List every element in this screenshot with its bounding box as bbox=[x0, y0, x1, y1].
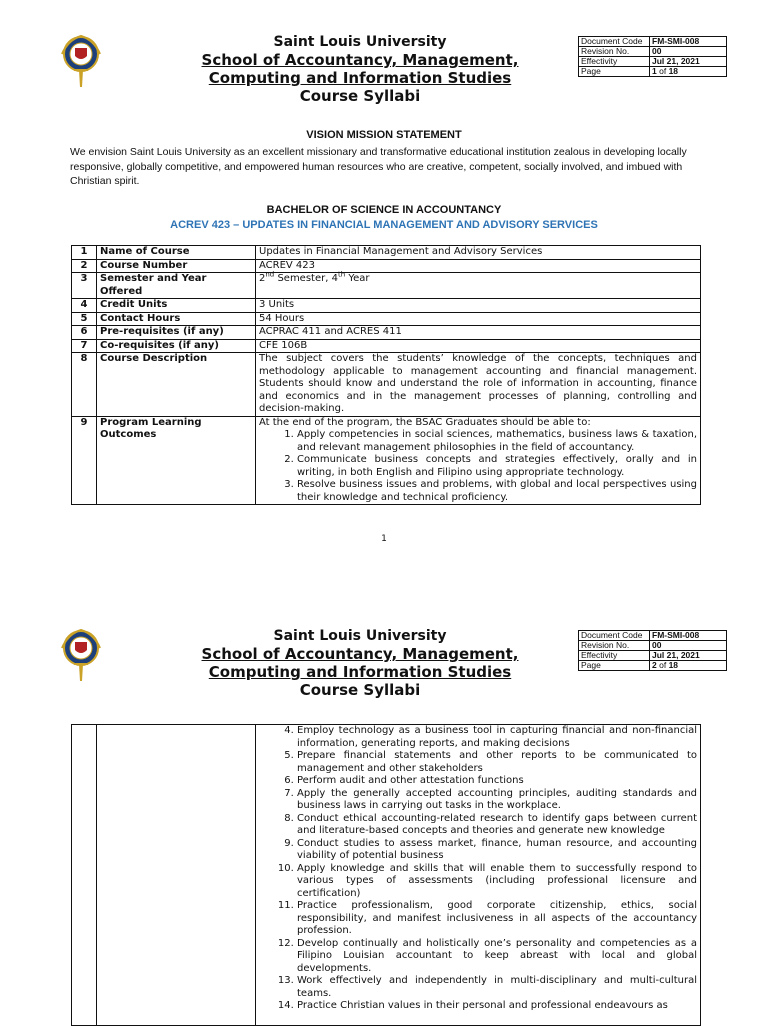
document-info-table: Document Code FM-SMI-008 Revision No. 00 Effectivity Jul 21, 2021 Page 2 of 18 bbox=[578, 630, 727, 671]
table-row: 6 Pre-requisites (if any) ACPRAC 411 and ACRES 411 bbox=[72, 326, 701, 340]
table-row: 5 Contact Hours 54 Hours bbox=[72, 312, 701, 326]
table-row: 1 Name of Course Updates in Financial Management and Advisory Services bbox=[72, 246, 701, 260]
list-item: 11. Practice professionalism, good corporate citizenship, ethics, social responsibility, and manifest inclusiveness in all aspects of the accountancy profession. bbox=[297, 900, 697, 938]
page-number: 1 bbox=[381, 534, 387, 544]
list-item: 8. Conduct ethical accounting-related research to identify gaps between current and literature-based concepts and theories and generate new knowledge bbox=[297, 813, 697, 838]
list-item: 9. Conduct studies to assess market, finance, human resource, and accounting viability of potential business bbox=[297, 838, 697, 863]
list-item: 5. Prepare financial statements and other reports to be communicated to management and other stakeholders bbox=[297, 750, 697, 775]
page-label: Page bbox=[579, 67, 650, 77]
doc-code-label: Document Code bbox=[579, 37, 650, 47]
title-block bbox=[150, 628, 570, 699]
list-item: 2. Communicate business concepts and strategies effectively, orally and in writing, in both English and Filipino using appropriate technology. bbox=[297, 454, 697, 479]
document-info-table bbox=[578, 36, 727, 77]
document-type: Course Syllabi bbox=[299, 87, 421, 105]
vision-text: We envision Saint Louis University as an excellent missionary and transformative educational institution zealous in developing locally responsive, globally competitive, and empowered human resources who are creative, competent, socially involved, and imbued with Christian spirit. bbox=[70, 146, 687, 187]
list-item: 10. Apply knowledge and skills that will enable them to successfully respond to various types of assessments (including professional licensure and certification) bbox=[297, 863, 697, 901]
document-type: Course Syllabi bbox=[299, 681, 421, 699]
title-block bbox=[150, 34, 570, 105]
school-name-line1: School of Accountancy, Management, bbox=[201, 51, 519, 69]
list-item: 3. Resolve business issues and problems, with global and local perspectives using their knowledge and technical proficiency. bbox=[297, 479, 697, 504]
university-name: Saint Louis University bbox=[273, 628, 447, 644]
outcomes-intro: At the end of the program, the BSAC Graduates should be able to: bbox=[259, 416, 591, 428]
outcomes-list-p2 bbox=[259, 725, 697, 1013]
school-name-line1: School of Accountancy, Management, bbox=[201, 645, 519, 663]
list-item: 14. Practice Christian values in their personal and professional endeavours as bbox=[297, 1000, 697, 1013]
list-item: 1. Apply competencies in social sciences, mathematics, business laws & taxation, and relevant management philosophies in the field of accountancy. bbox=[297, 429, 697, 454]
list-item: 7. Apply the generally accepted accounting principles, auditing standards and business laws in carrying out tasks in the workplace. bbox=[297, 788, 697, 813]
list-item: 4. Employ technology as a business tool in capturing financial and non-financial information, generating reports, and making decisions bbox=[297, 725, 697, 750]
page-1 bbox=[0, 30, 768, 560]
list-item: 6. Perform audit and other attestation functions bbox=[297, 775, 697, 788]
table-row bbox=[72, 725, 701, 1026]
list-item: 13. Work effectively and independently in multi-disciplinary and multi-cultural teams. bbox=[297, 975, 697, 1000]
page-value: 2 of 18 bbox=[650, 661, 727, 671]
table-row: 2 Course Number ACREV 423 bbox=[72, 259, 701, 273]
table-row: 7 Co-requisites (if any) CFE 106B bbox=[72, 339, 701, 353]
vision-title: VISION MISSION STATEMENT bbox=[306, 129, 462, 141]
table-row: 4 Credit Units 3 Units bbox=[72, 299, 701, 313]
school-name-line2: Computing and Information Studies bbox=[208, 663, 512, 681]
table-row: 8 Course Description The subject covers the students’ knowledge of the concepts, techniques and methodology applicable to management accounting and financial management. Students should know and understand the role of information in accounting, finance and economics and in the management processes of planning, controlling and decision-making. bbox=[72, 353, 701, 417]
university-name: Saint Louis University bbox=[273, 34, 447, 50]
revision-label: Revision No. bbox=[579, 47, 650, 57]
school-name-line2: Computing and Information Studies bbox=[208, 69, 512, 87]
page-value: 1 of 18 bbox=[650, 67, 727, 77]
table-row: 3 Semester and Year Offered 2nd Semester, 4th Year bbox=[72, 273, 701, 299]
outcomes-list-p1 bbox=[259, 429, 697, 504]
page-2 bbox=[0, 624, 768, 1024]
revision-value: 00 bbox=[650, 47, 727, 57]
university-seal-icon bbox=[58, 626, 104, 682]
doc-code-value: FM-SMI-008 bbox=[650, 37, 727, 47]
list-item: 12. Develop continually and holistically one’s personality and competencies as a Filipino Louisian accountant to keep abreast with local and global developments. bbox=[297, 938, 697, 976]
effectivity-label: Effectivity bbox=[579, 57, 650, 67]
table-row: 9 Program Learning Outcomes At the end of the program, the BSAC Graduates should be able to: 1. Apply competencies in social sciences, mathematics, business laws & taxation, and relevant management philosophies in the field of accountancy. 2. Communicate business concepts and strategies effectively, orally and in writing, in both English and Filipino using appropriate technology. 3. Resolve business issues and problems, with global and local perspectives using their knowledge and technical proficiency. bbox=[72, 416, 701, 505]
course-info-table-continued bbox=[71, 724, 701, 1026]
course-info-table bbox=[71, 245, 701, 505]
effectivity-value: Jul 21, 2021 bbox=[650, 57, 727, 67]
university-seal-icon bbox=[58, 32, 104, 88]
program-name: BACHELOR OF SCIENCE IN ACCOUNTANCY bbox=[266, 204, 502, 216]
course-heading: ACREV 423 – UPDATES IN FINANCIAL MANAGEMENT AND ADVISORY SERVICES bbox=[170, 219, 598, 231]
